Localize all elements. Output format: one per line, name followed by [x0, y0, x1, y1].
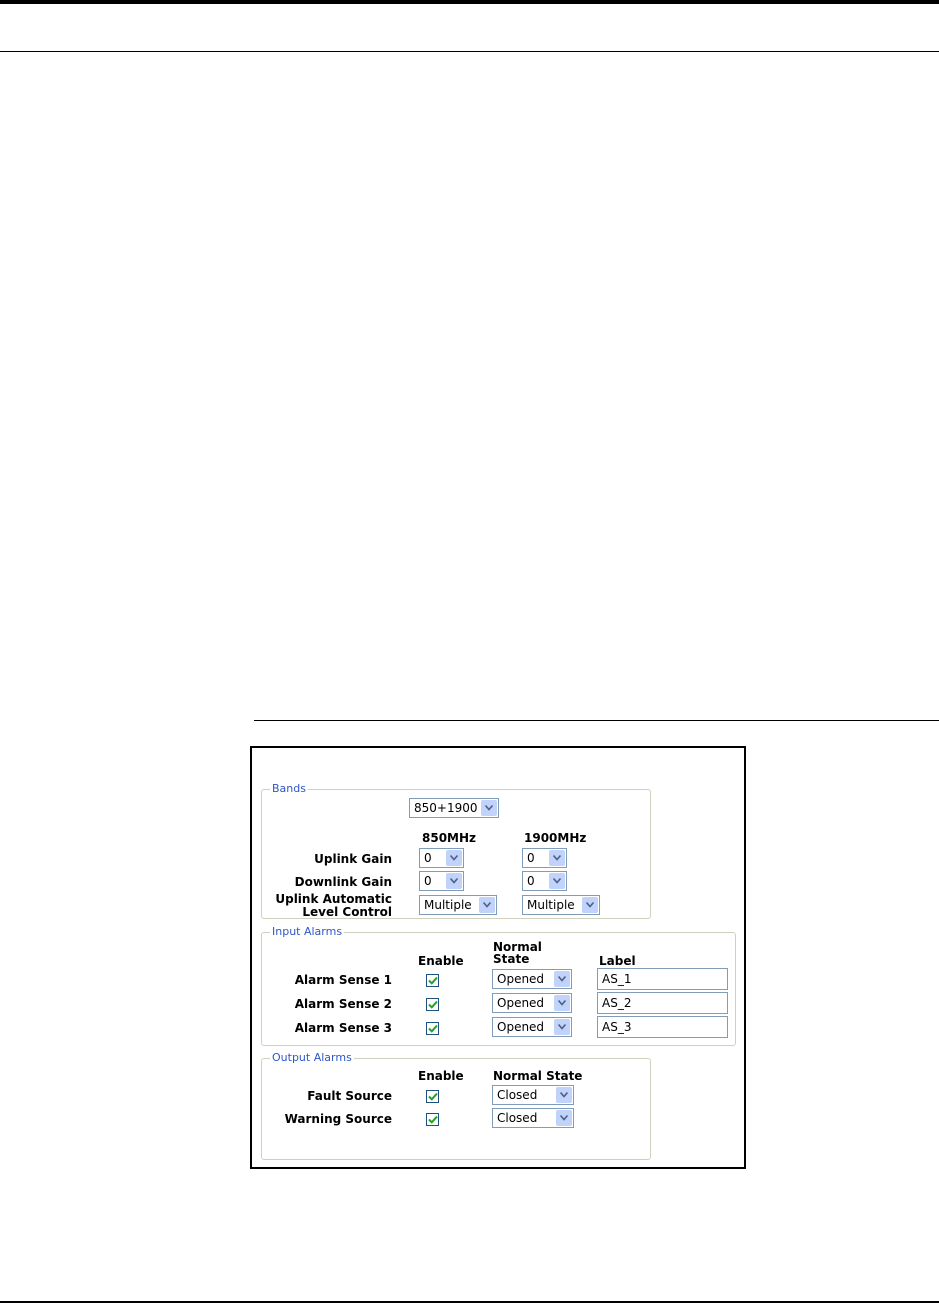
chevron-down-icon: [582, 897, 598, 913]
alarm-sense-2-enable-checkbox[interactable]: [426, 998, 439, 1011]
alarm-sense-3-label: Alarm Sense 3: [294, 1021, 392, 1035]
chevron-down-icon: [556, 1110, 572, 1126]
uplink-alc-label: [275, 893, 392, 919]
alarm-sense-2-label-input[interactable]: AS_2: [597, 992, 728, 1014]
chevron-down-icon: [554, 1019, 570, 1035]
input-col-enable: Enable: [418, 954, 464, 968]
alarm-sense-3-enable-checkbox[interactable]: [426, 1022, 439, 1035]
uplink-gain-label: Uplink Gain: [314, 852, 392, 866]
alarm-sense-1-label: Alarm Sense 1: [294, 973, 392, 987]
uplink-alc-label-line2: Level Control: [302, 905, 392, 919]
input-col-state-2: State: [493, 952, 530, 966]
uplink-alc-850-value: Multiple: [424, 898, 472, 912]
alarm-sense-2-label: Alarm Sense 2: [294, 997, 392, 1011]
uplink-alc-label-line1: Uplink Automatic: [275, 892, 392, 906]
warning-source-enable-checkbox[interactable]: [426, 1113, 439, 1126]
chevron-down-icon: [549, 873, 565, 889]
alarm-sense-3-state-value: Opened: [497, 1020, 545, 1034]
chevron-down-icon: [446, 850, 462, 866]
output-col-state: Normal State: [493, 1069, 583, 1083]
warning-source-state-value: Closed: [497, 1111, 538, 1125]
col-header-1900: 1900MHz: [524, 831, 587, 845]
fault-source-state-select[interactable]: [492, 1085, 574, 1105]
configuration-screenshot: [250, 746, 746, 1169]
downlink-gain-1900-value: 0: [527, 874, 535, 888]
downlink-gain-850-select[interactable]: [419, 871, 464, 891]
chevron-down-icon: [554, 971, 570, 987]
downlink-gain-1900-select[interactable]: [522, 871, 567, 891]
alarm-sense-2-state-value: Opened: [497, 996, 545, 1010]
uplink-gain-1900-value: 0: [527, 851, 535, 865]
warning-source-state-select[interactable]: [492, 1108, 574, 1128]
fault-source-label: Fault Source: [307, 1089, 392, 1103]
header-rule-thin: [0, 51, 939, 52]
warning-source-label: Warning Source: [284, 1112, 392, 1126]
uplink-alc-1900-value: Multiple: [527, 898, 575, 912]
downlink-gain-label: Downlink Gain: [294, 875, 392, 889]
header-rule-thick: [0, 0, 939, 4]
uplink-gain-1900-select[interactable]: [522, 848, 567, 868]
chevron-down-icon: [549, 850, 565, 866]
output-col-enable: Enable: [418, 1069, 464, 1083]
uplink-alc-850-select[interactable]: [419, 895, 497, 915]
input-alarms-legend: Input Alarms: [272, 925, 343, 938]
uplink-gain-850-select[interactable]: [419, 848, 464, 868]
alarm-sense-1-label-input[interactable]: AS_1: [597, 968, 728, 990]
section-rule: [254, 720, 939, 721]
alarm-sense-3-state-select[interactable]: [492, 1017, 572, 1037]
alarm-sense-1-state-value: Opened: [497, 972, 545, 986]
bands-legend: Bands: [272, 782, 306, 795]
alarm-sense-1-enable-checkbox[interactable]: [426, 974, 439, 987]
alarm-sense-3-label-input[interactable]: AS_3: [597, 1016, 728, 1038]
input-col-label: Label: [599, 954, 636, 968]
chevron-down-icon: [554, 995, 570, 1011]
fault-source-state-value: Closed: [497, 1088, 538, 1102]
alarm-sense-1-state-select[interactable]: [492, 969, 572, 989]
band-select-value: 850+1900: [414, 801, 478, 815]
alarm-sense-2-state-select[interactable]: [492, 993, 572, 1013]
output-alarms-legend: Output Alarms: [272, 1051, 352, 1064]
band-select[interactable]: [409, 798, 499, 818]
uplink-gain-850-value: 0: [424, 851, 432, 865]
chevron-down-icon: [479, 897, 495, 913]
fault-source-enable-checkbox[interactable]: [426, 1090, 439, 1103]
chevron-down-icon: [556, 1087, 572, 1103]
col-header-850: 850MHz: [422, 831, 477, 845]
chevron-down-icon: [446, 873, 462, 889]
chevron-down-icon: [481, 800, 497, 816]
input-col-state-1: Normal: [493, 940, 542, 954]
uplink-alc-1900-select[interactable]: [522, 895, 600, 915]
downlink-gain-850-value: 0: [424, 874, 432, 888]
